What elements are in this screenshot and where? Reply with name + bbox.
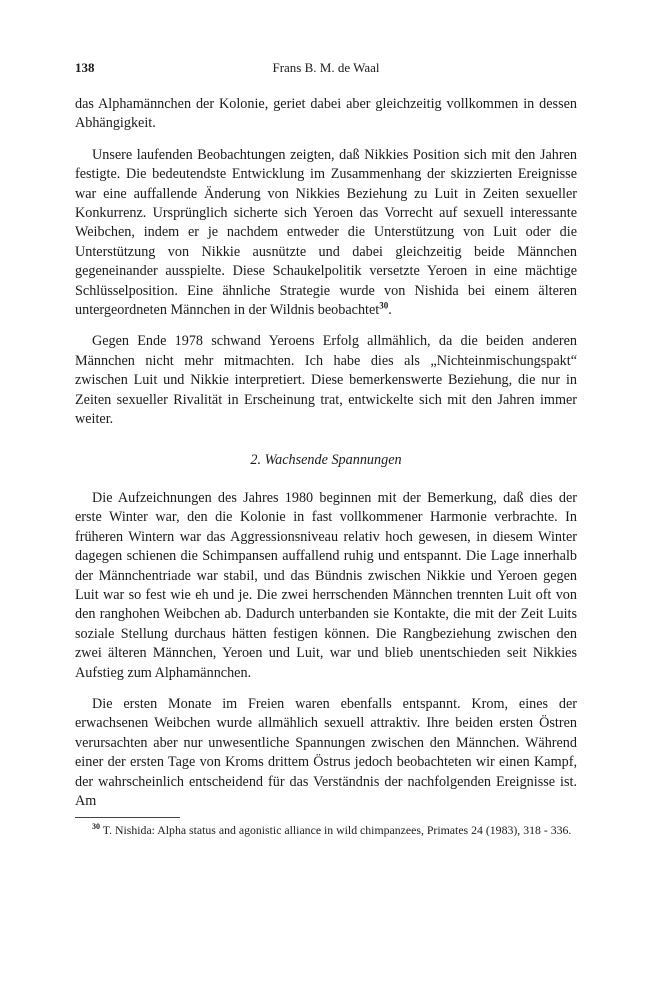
footnote-text: T. Nishida: Alpha status and agonistic alliance in wild chimpanzees, Primates 24 (1983), 318 - 336. — [102, 823, 572, 838]
section-heading: 2. Wachsende Spannungen — [250, 451, 402, 468]
paragraph-3: Gegen Ende 1978 schwand Yeroens Erfolg allmählich, da die beiden anderen Männchen nicht mehr mitmachten. Ich habe dies als „Nichteinmischungspakt“ zwischen Luit und Nikkie interpretiert. Diese bemerkenswerte Beziehung, die nur in Zeiten sexueller Rivalität in Erscheinung trat, entwickelte sich mit den Jahren immer weiter. — [75, 333, 577, 428]
paragraph-1: das Alphamännchen der Kolonie, geriet dabei aber gleichzeitig vollkommen in dessen Abhängigkeit. — [75, 96, 577, 132]
page-body — [75, 95, 577, 838]
paragraph-4: Die Aufzeichnungen des Jahres 1980 beginnen mit der Bemerkung, daß dies der erste Winter war, den die Kolonie in fast vollkommener Harmonie verbrachte. In früheren Wintern war das Aggressionsniveau relativ hoch gewesen, in diesem Winter dagegen schienen die Schimpansen auffallend ruhig und entspannt. Die Lage innerhalb der Männchentriade war stabil, und das Bündnis zwischen Nikkie und Yeroen gegen Luit war so fest wie eh und je. Die zwei herrschenden Männchen trennten Luit oft von den ranghohen Weibchen ab. Dadurch unterbanden sie Kontakte, die mit der Zeit Luits soziale Stellung durchaus hätten festigen können. Die Rangbeziehung zwischen den zwei älteren Männchen, Yeroen und Luit, war und blieb unentschieden seit Nikkies Aufstieg zum Alphamännchen. — [75, 489, 577, 681]
running-title: Frans B. M. de Waal — [272, 60, 380, 75]
book-page — [75, 60, 577, 838]
paragraph-5: Die ersten Monate im Freien waren ebenfalls entspannt. Krom, eines der erwachsenen Weibchen wurde allmählich sexuell attraktiv. Ihre beiden ersten Östren verursachten aber nur unwesentliche Spannungen zwischen den Männchen. Während einer der ersten Tage von Kroms drittem Östrus jedoch beobachteten wir einen Kampf, der wahrscheinlich entscheidend für das Verständnis der nachfolgenden Ereignisse ist. Am — [75, 695, 577, 809]
footnote — [75, 822, 577, 838]
footnote-number: 30 — [92, 822, 100, 832]
footnote-reference: 30 — [379, 300, 389, 311]
paragraph-2-tail: . — [388, 302, 392, 319]
page-header — [75, 60, 577, 82]
page-number: 138 — [75, 60, 95, 75]
footnote-divider — [75, 817, 180, 818]
paragraph-2 — [75, 146, 577, 321]
paragraph-2-text: Unsere laufenden Beobachtungen zeigten, daß Nikkies Position sich mit den Jahren festigte. Die bedeutendste Entwicklung im Zusammenhang der skizzierten Ereignisse war eine auffallende Änderung von Nikkies Beziehung zu Luit in Zeiten sexueller Konkurrenz. Ursprünglich sicherte sich Yeroen das Vorrecht auf sexuell interessante Weibchen, indem er je nachdem entweder die Unterstützung von Luit oder die Unterstützung von Nikkie ausnützte und dabei gleichzeitig beide Männchen gegeneinander ausspielte. Diese Schaukelpolitik versetzte Yeroen in eine mächtige Schlüsselposition. Eine ähnliche Strategie wurde von Nishida bei einem älteren untergeordneten Männchen in der Wildnis beobachtet — [75, 146, 577, 319]
